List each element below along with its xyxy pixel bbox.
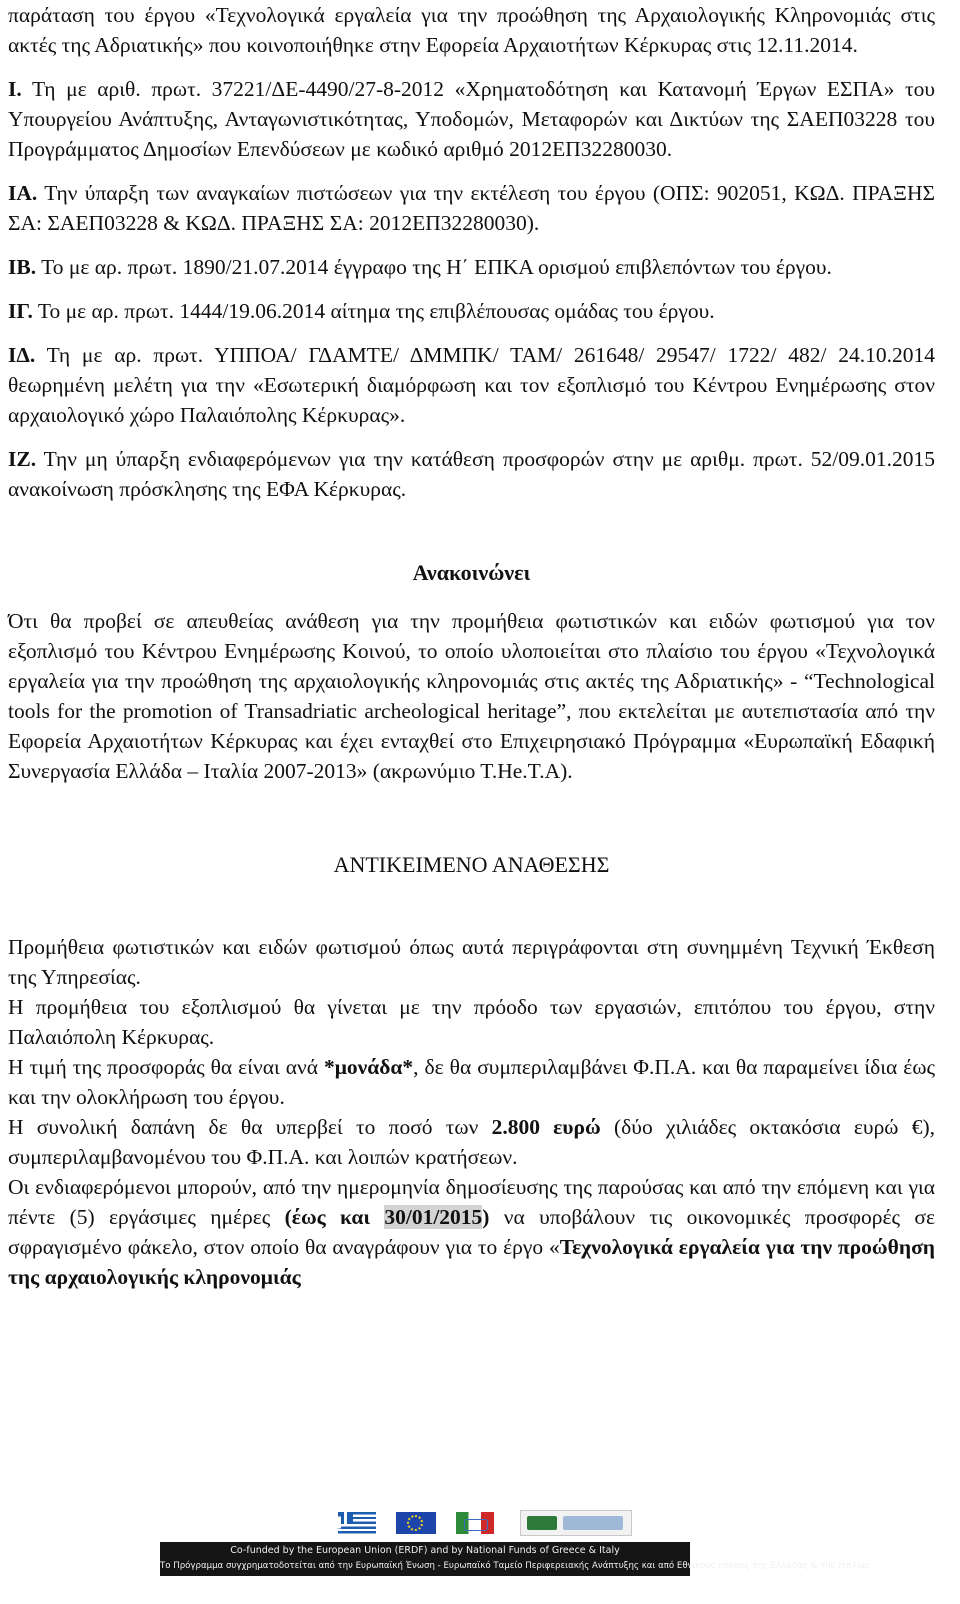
object-5-deadline-date: 30/01/2015: [384, 1205, 483, 1229]
item-text-ib: Το με αρ. πρωτ. 1890/21.07.2014 έγγραφο της Η΄ ΕΠΚΑ ορισμού επιβλεπόντων του έργου.: [36, 255, 832, 279]
item-text-ia: Την ύπαρξη των αναγκαίων πιστώσεων για την εκτέλεση του έργου (ΟΠΣ: 902051, ΚΩΔ. ΠΡΑΞΗΣ ΣΑ: ΣΑΕΠ03228 & ΚΩΔ. ΠΡΑΞΗΣ ΣΑ: 2012ΕΠ32280030).: [8, 181, 935, 235]
item-text-id: Τη με αρ. πρωτ. ΥΠΠΟΑ/ ΓΔΑΜΤΕ/ ΔΜΜΠΚ/ ΤΑΜ/ 261648/ 29547/ 1722/ 482/ 24.10.2014 θεωρημένη μελέτη για την «Εσωτερική διαμόρφωση και τον εξοπλισμό του Κέντρου Ενημέρωσης στον αρχαιολογικό χώρο Παλαιόπολης Κέρκυρας».: [8, 343, 935, 427]
footer-logos: [160, 1510, 690, 1536]
item-label-ia: ΙΑ.: [8, 181, 38, 205]
item-text-ig: Το με αρ. πρωτ. 1444/19.06.2014 αίτημα της επιβλέπουσας ομάδας του έργου.: [32, 299, 715, 323]
item-text-iz: Την μη ύπαρξη ενδιαφερόμενων για την κατάθεση προσφορών στην με αριθμ. πρωτ. 52/09.01.2015 ανακοίνωση πρόσκλησης της ΕΦΑ Κέρκυρας.: [8, 447, 935, 501]
item-text-i: Τη με αριθ. πρωτ. 37221/ΔΕ-4490/27-8-2012 «Χρηματοδότηση και Κατανομή Έργων ΕΣΠΑ» του Υπουργείου Ανάπτυξης, Ανταγωνιστικότητας, Υποδομών, Μεταφορών και Δικτύων της ΣΑΕΠ03228 του Προγράμματος Δημοσίων Επενδύσεων με κωδικό αριθμό 2012ΕΠ32280030.: [8, 77, 935, 161]
funding-footer: [160, 1510, 871, 1604]
eu-flag-icon: [396, 1512, 436, 1534]
object-5-until: (έως και: [284, 1205, 385, 1229]
item-label-ig: ΙΓ.: [8, 299, 33, 323]
heading-object: ΑΝΤΙΚΕΙΜΕΝΟ ΑΝΑΘΕΣΗΣ: [333, 852, 610, 877]
paragraph-ia: [8, 178, 935, 238]
paragraph-ig: [8, 296, 935, 326]
object-paragraph-4: [8, 1112, 935, 1172]
object-5-close: ): [482, 1205, 490, 1229]
footer-programme-text: Το Πρόγραμμα συγχρηματοδοτείται από την Ευρωπαϊκή Ένωση - Ευρωπαϊκό Ταμείο Περιφερειακής Ανάπτυξης και από Εθνικούς πόρους της Ελλάδας & της Ιταλίας: [160, 1560, 690, 1576]
object-4-text-c: (δύο χιλιάδες οκτακόσια ευρώ €), συμπεριλαμβανομένου του Φ.Π.Α. και λοιπών κρατήσεων.: [8, 1115, 935, 1169]
footer-cofunded-text: Co-funded by the European Union (ERDF) and by National Funds of Greece & Italy: [160, 1542, 690, 1560]
object-5-text-d: να υποβάλουν τις οικονομικές προσφορές σε σφραγισμένο φάκελο, στον οποίο θα αναγράφουν για το έργο «: [8, 1205, 935, 1259]
item-label-ib: ΙΒ.: [8, 255, 37, 279]
programme-logo-icon: [520, 1510, 632, 1536]
object-paragraph-1: Προμήθεια φωτιστικών και ειδών φωτισμού όπως αυτά περιγράφονται στη συνημμένη Τεχνική Έκθεση της Υπηρεσίας.: [8, 935, 935, 989]
item-label-id: ΙΔ.: [8, 343, 36, 367]
italy-flag-icon: [456, 1512, 494, 1534]
paragraph-ib: [8, 252, 935, 282]
object-paragraph-5: [8, 1172, 935, 1292]
object-4-amount: 2.800 ευρώ: [491, 1115, 601, 1139]
item-label-iz: ΙΖ.: [8, 447, 37, 471]
item-label-i: Ι.: [8, 77, 22, 101]
object-paragraph-3: [8, 1052, 935, 1112]
object-3-unit: *μονάδα*: [323, 1055, 414, 1079]
object-paragraph-2: Η προμήθεια του εξοπλισμού θα γίνεται με την πρόοδο των εργασιών, επιτόπου του έργου, στην Παλαιόπολη Κέρκυρας.: [8, 995, 935, 1049]
paragraph-i: [8, 74, 935, 164]
greece-flag-icon: [338, 1512, 376, 1534]
paragraph-extension: παράταση του έργου «Τεχνολογικά εργαλεία για την προώθηση της Αρχαιολογικής Κληρονομιάς στις ακτές της Αδριατικής» που κοινοποιήθηκε στην Εφορεία Αρχαιοτήτων Κέρκυρας στις 12.11.2014.: [8, 3, 935, 57]
paragraph-iz: [8, 444, 935, 504]
paragraph-id: [8, 340, 935, 430]
object-3-text-a: Η τιμή της προσφοράς θα είναι ανά: [8, 1055, 324, 1079]
object-5-text-a: Οι ενδιαφερόμενοι μπορούν, από την ημερομηνία δημοσίευσης της παρούσας και από την επόμενη και για πέντε (5) εργάσιμες ημέρες: [8, 1175, 935, 1229]
object-4-text-a: Η συνολική δαπάνη δε θα υπερβεί το ποσό των: [8, 1115, 492, 1139]
announce-body: Ότι θα προβεί σε απευθείας ανάθεση για την προμήθεια φωτιστικών και ειδών φωτισμού για τον εξοπλισμό του Κέντρου Ενημέρωσης Κοινού, το οποίο υλοποιείται στο πλαίσιο του έργου «Τεχνολογικά εργαλεία για την προώθηση της αρχαιολογικής κληρονομιάς στις ακτές της Αδριατικής» - “Technological tools for the promotion of Transadriatic archeological heritage”, που εκτελείται με αυτεπιστασία από την Εφορεία Αρχαιοτήτων Κέρκυρας και έχει ενταχθεί στο Επιχειρησιακό Πρόγραμμα «Ευρωπαϊκή Εδαφική Συνεργασία Ελλάδα – Ιταλία 2007-2013» (ακρωνύμιο Τ.He.T.A).: [8, 609, 935, 783]
object-3-text-c: , δε θα συμπεριλαμβάνει Φ.Π.Α. και θα παραμείνει ίδια έως και την ολοκλήρωση του έργου.: [8, 1055, 935, 1109]
document-page: [8, 0, 935, 1292]
heading-announce: Ανακοινώνει: [412, 560, 531, 585]
object-5-project-title: Τεχνολογικά εργαλεία για την προώθηση της αρχαιολογικής κληρονομιάς: [8, 1235, 935, 1289]
